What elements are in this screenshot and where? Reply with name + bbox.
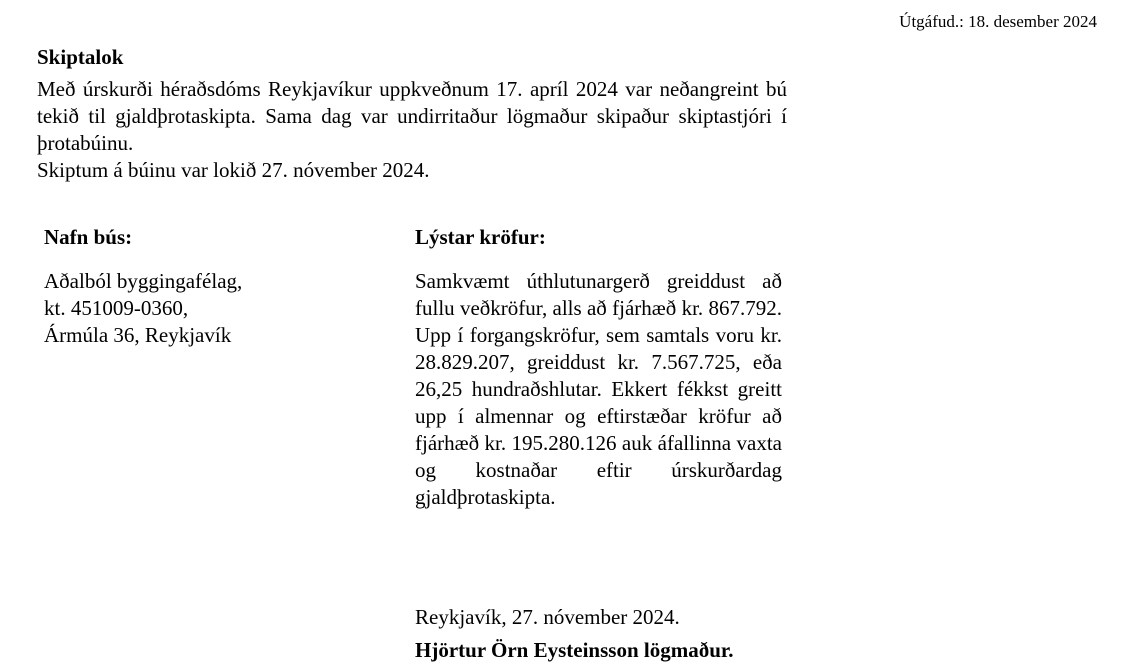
estate-name: Aðalból byggingafélag, [44,269,243,293]
claims-text: Samkvæmt úthlutunargerð greiddust að fullu veðkröfur, alls að fjárhæð kr. 867.792. Upp í forgangskröfur, sem samtals voru kr. 28.829.207, greiddust kr. 7.567.725, eða 26,25 hundraðshlutar. Ekkert fékkst greitt upp í almennar og eftirstæðar kröfur að fjárhæð kr. 195.280.126 auk áfallinna vaxta og kostnaðar eftir úrskurðardag gjaldþrotaskipta. [415,269,782,509]
estate-heading: Nafn bús: [44,225,133,249]
claims-column [415,224,782,511]
estate-details [44,268,344,349]
intro-closing-line: Skiptum á búinu var lokið 27. nóvember 2024. [37,158,430,182]
intro-paragraph: Með úrskurði héraðsdóms Reykjavíkur uppkveðnum 17. apríl 2024 var neðangreint bú tekið til gjaldþrotaskipta. Sama dag var undirritaður lögmaður skipaður skiptastjóri í þrotabúinu. [37,77,787,155]
claims-body [415,268,782,511]
signature-place-date: Reykjavík, 27. nóvember 2024. [415,605,680,629]
signature-block [415,604,734,664]
estate-kennitala: kt. 451009-0360, [44,296,189,320]
estate-address: Ármúla 36, Reykjavík [44,323,232,347]
publication-date: Útgáfud.: 18. desember 2024 [899,12,1097,31]
intro-section [37,76,787,184]
estate-column [44,224,344,349]
signatory-name: Hjörtur Örn Eysteinsson lögmaður. [415,638,734,662]
notice-title: Skiptalok [37,45,124,69]
claims-heading: Lýstar kröfur: [415,225,546,249]
